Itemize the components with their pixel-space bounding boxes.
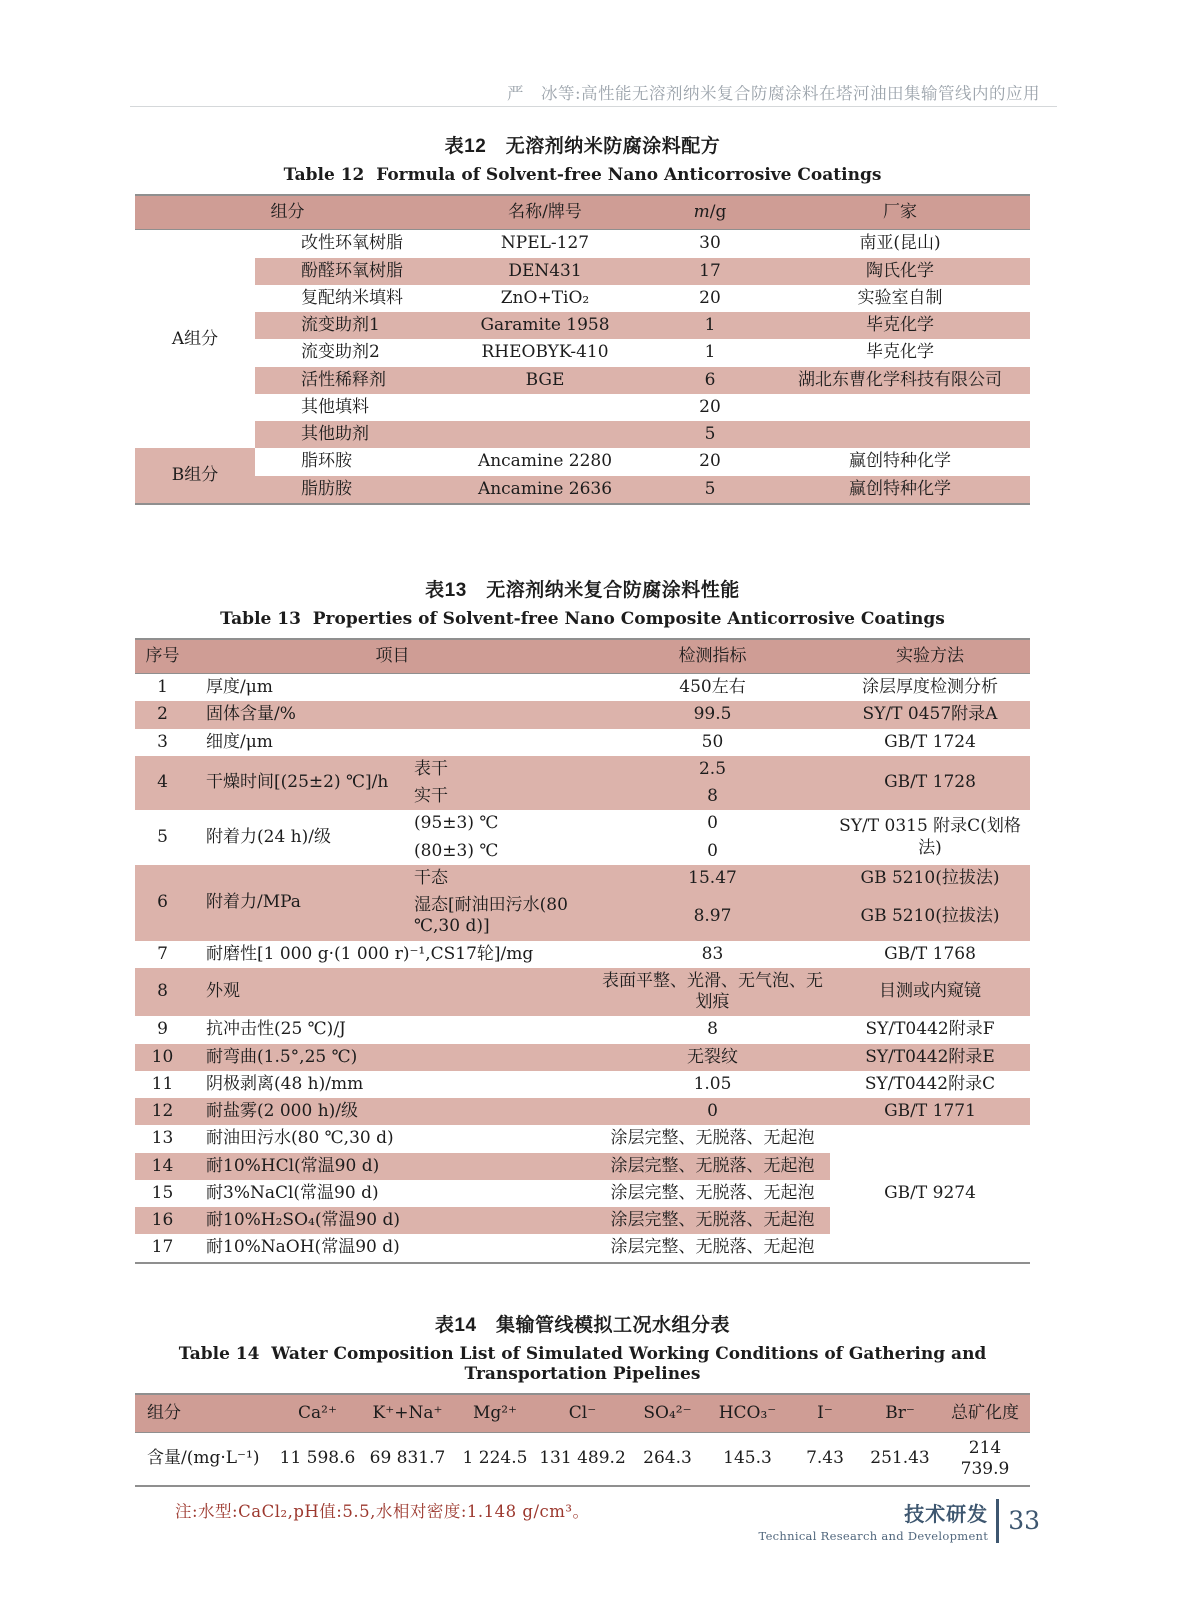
- cell-no: 6: [135, 865, 190, 941]
- cell-item: 耐3%NaCl(常温90 d): [206, 1182, 379, 1203]
- table-row: [135, 729, 1030, 756]
- cell-value: 1 224.5: [462, 1448, 528, 1469]
- cell-item: 干燥时间[(25±2) ℃]/h: [190, 756, 410, 811]
- table-row: [135, 701, 1030, 728]
- cell-name: Garamite 1958: [440, 312, 650, 339]
- col-header-i: I⁻: [790, 1394, 860, 1433]
- footer-section-zh: 技术研发: [904, 1504, 989, 1526]
- cell-mass: 1: [704, 342, 716, 363]
- cell-mass: 20: [699, 451, 721, 472]
- cell-value: 450左右: [679, 677, 746, 697]
- col-header-component: 组分: [135, 1394, 275, 1433]
- cell-sub-item: 表干: [410, 756, 595, 783]
- col-header-manufacturer: 厂家: [770, 195, 1030, 230]
- table14-note: 注:水型:CaCl₂,pH值:5.5,水相对密度:1.148 g/cm³。: [175, 1502, 590, 1522]
- col-header-k-na: K⁺+Na⁺: [360, 1394, 455, 1433]
- cell-method: GB 5210(拉拔法): [830, 865, 1030, 892]
- cell-mass: 5: [650, 476, 770, 504]
- cell-value: 83: [701, 943, 724, 964]
- cell-mass: 20: [699, 396, 721, 417]
- cell-sub-item: (80±3) ℃: [414, 840, 499, 861]
- table13-title-en: Table 13 Properties of Solvent-free Nano Composite Anticorrosive Coatings: [220, 608, 945, 629]
- cell-mass: 6: [650, 367, 770, 394]
- cell-no: 9: [157, 1019, 168, 1040]
- table-row: [135, 258, 1030, 285]
- cell-value: 涂层完整、无脱落、无起泡: [610, 1182, 815, 1203]
- cell-value: 214 739.9: [960, 1437, 1010, 1479]
- cell-component: 流变助剂2: [301, 342, 380, 363]
- cell-name: Ancamine 2636: [440, 476, 650, 504]
- table12-title-zh: 表12 无溶剂纳米防腐涂料配方: [444, 136, 721, 157]
- cell-mass: 1: [650, 312, 770, 339]
- header-rule: [130, 106, 1057, 107]
- table-row: [135, 476, 1030, 504]
- cell-component: 改性环氧树脂: [301, 233, 403, 254]
- cell-method: GB 5210(拉拔法): [830, 892, 1030, 941]
- cell-item: 附着力(24 h)/级: [206, 826, 331, 847]
- col-header-tds: 总矿化度: [940, 1394, 1030, 1433]
- table-row: [135, 1071, 1030, 1098]
- cell-item: 耐磨性[1 000 g·(1 000 r)⁻¹,CS17轮]/mg: [206, 943, 534, 964]
- cell-value: 8.97: [595, 892, 830, 941]
- cell-value: 涂层完整、无脱落、无起泡: [595, 1153, 830, 1180]
- page-number: 33: [1008, 1506, 1040, 1535]
- page-footer: [759, 1498, 1041, 1543]
- cell-method: SY/T0442附录C: [864, 1073, 996, 1094]
- table13-title-zh: 表13 无溶剂纳米复合防腐涂料性能: [425, 579, 740, 601]
- cell-value: 0: [595, 1098, 830, 1125]
- table-row: [135, 312, 1030, 339]
- table-row: [135, 1432, 1030, 1486]
- cell-value: 涂层完整、无脱落、无起泡: [595, 1207, 830, 1234]
- table-row: [135, 968, 1030, 1017]
- col-header-so4: SO₄²⁻: [630, 1394, 705, 1433]
- cell-no: 12: [135, 1098, 190, 1125]
- cell-no: 8: [135, 968, 190, 1017]
- col-header-method: 实验方法: [830, 639, 1030, 674]
- cell-value: 涂层完整、无脱落、无起泡: [610, 1128, 815, 1149]
- col-header-no: 序号: [135, 639, 190, 674]
- table12-title-en: Table 12 Formula of Solvent-free Nano Anticorrosive Coatings: [283, 165, 882, 185]
- table-row: [135, 285, 1030, 312]
- col-header-ca: Ca²⁺: [275, 1394, 360, 1433]
- cell-manufacturer: 南亚(昆山): [859, 233, 941, 254]
- cell-method: SY/T 0315 附录C(划格法): [839, 816, 1021, 858]
- cell-value: 15.47: [595, 865, 830, 892]
- cell-item: 外观: [190, 968, 595, 1017]
- cell-method: GB/T 1771: [830, 1098, 1030, 1125]
- cell-method: SY/T0442附录F: [865, 1019, 995, 1040]
- cell-manufacturer: 毕克化学: [866, 342, 934, 363]
- table-row: [135, 756, 1030, 783]
- table-row: [135, 339, 1030, 366]
- table-row: [135, 865, 1030, 892]
- cell-no: 16: [135, 1207, 190, 1234]
- cell-component: 活性稀释剂: [255, 367, 440, 394]
- cell-manufacturer: 赢创特种化学: [770, 476, 1030, 504]
- cell-item: 细度/μm: [206, 731, 273, 752]
- table13-properties-table: [135, 638, 1030, 1264]
- cell-no: 1: [157, 677, 168, 697]
- table-row: [135, 421, 1030, 448]
- cell-name: RHEOBYK-410: [481, 342, 609, 363]
- cell-item: 耐弯曲(1.5°,25 ℃): [190, 1044, 595, 1071]
- cell-sub-item: (95±3) ℃: [414, 813, 499, 834]
- table-row: [135, 394, 1030, 421]
- cell-no: 7: [157, 943, 168, 964]
- cell-name: [440, 421, 650, 448]
- table14-title-en: Table 14 Water Composition List of Simulated Working Conditions of Gathering and Transportation Pipelines: [178, 1343, 987, 1384]
- cell-no: 4: [135, 756, 190, 811]
- table12-formula-table: [135, 194, 1030, 505]
- cell-mass: 30: [699, 233, 721, 254]
- cell-item: 耐油田污水(80 ℃,30 d): [206, 1128, 394, 1149]
- cell-value: 99.5: [595, 701, 830, 728]
- col-header-mass: [650, 195, 770, 230]
- cell-item: 抗冲击性(25 ℃)/J: [206, 1019, 346, 1040]
- table-row: [135, 1044, 1030, 1071]
- cell-mass: 17: [650, 258, 770, 285]
- mass-unit: /g: [709, 202, 727, 222]
- col-header-cl: Cl⁻: [535, 1394, 630, 1433]
- cell-value: 2.5: [595, 756, 830, 783]
- cell-method: 涂层厚度检测分析: [862, 677, 998, 697]
- table14-water-composition-table: [135, 1393, 1030, 1488]
- cell-method: GB/T 1724: [884, 731, 976, 752]
- cell-component: 其他填料: [301, 396, 369, 417]
- cell-value: 0: [707, 813, 718, 834]
- cell-sub-item: 干态: [410, 865, 595, 892]
- cell-component: 其他助剂: [255, 421, 440, 448]
- cell-sub-item: 湿态[耐油田污水(80 ℃,30 d)]: [410, 892, 595, 941]
- cell-item: 阴极剥离(48 h)/mm: [206, 1073, 364, 1094]
- cell-value: 涂层完整、无脱落、无起泡: [610, 1237, 815, 1258]
- cell-value: 50: [701, 731, 724, 752]
- cell-item: 耐10%NaOH(常温90 d): [206, 1237, 400, 1258]
- cell-component: 脂肪胺: [255, 476, 440, 504]
- cell-manufacturer: 毕克化学: [770, 312, 1030, 339]
- table-row: [135, 230, 1030, 258]
- table14-title-zh: 表14 集输管线模拟工况水组分表: [434, 1314, 731, 1336]
- table-header-row: [135, 195, 1030, 230]
- cell-no: 11: [151, 1073, 174, 1094]
- cell-no: 14: [135, 1153, 190, 1180]
- cell-name: ZnO+TiO₂: [500, 287, 590, 308]
- cell-sub-item: 实干: [410, 783, 595, 810]
- table-row: [135, 1098, 1030, 1125]
- table-row: [135, 448, 1030, 475]
- cell-group-label: A组分: [171, 328, 219, 349]
- col-header-mg: Mg²⁺: [455, 1394, 535, 1433]
- cell-no: 15: [151, 1182, 174, 1203]
- table-row: [135, 810, 1030, 837]
- cell-name: NPEL-127: [500, 233, 590, 254]
- col-header-name: 名称/牌号: [440, 195, 650, 230]
- cell-value: 7.43: [806, 1448, 844, 1469]
- cell-manufacturer: [770, 421, 1030, 448]
- cell-value: 131 489.2: [539, 1448, 626, 1469]
- table-row: [135, 674, 1030, 702]
- cell-manufacturer: 湖北东曹化学科技有限公司: [770, 367, 1030, 394]
- cell-manufacturer: 赢创特种化学: [849, 451, 951, 472]
- cell-item: 厚度/μm: [206, 677, 273, 697]
- cell-name: [440, 394, 650, 421]
- cell-component: 脂环胺: [301, 451, 352, 472]
- footer-section-en: Technical Research and Development: [758, 1529, 989, 1543]
- footer-divider: [996, 1499, 999, 1543]
- cell-value: 251.43: [870, 1448, 930, 1469]
- col-header-br: Br⁻: [860, 1394, 940, 1433]
- cell-no: 5: [157, 826, 168, 847]
- cell-value: 264.3: [643, 1448, 692, 1469]
- table-row: [135, 1016, 1030, 1043]
- cell-value: 表面平整、光滑、无气泡、无划痕: [595, 968, 830, 1017]
- cell-mass: 20: [699, 287, 721, 308]
- table-header-row: [135, 639, 1030, 674]
- cell-item: 耐10%HCl(常温90 d): [190, 1153, 595, 1180]
- cell-value: 0: [707, 840, 718, 861]
- cell-value: 8: [595, 783, 830, 810]
- cell-value: 11 598.6: [279, 1448, 356, 1469]
- col-header-hco3: HCO₃⁻: [705, 1394, 790, 1433]
- cell-component: 复配纳米填料: [301, 287, 403, 308]
- cell-mass: 5: [650, 421, 770, 448]
- cell-component: 酚醛环氧树脂: [255, 258, 440, 285]
- cell-item: 附着力/MPa: [190, 865, 410, 941]
- cell-method: SY/T0442附录E: [830, 1044, 1030, 1071]
- col-header-index: 检测指标: [595, 639, 830, 674]
- cell-name: Ancamine 2280: [477, 451, 613, 472]
- cell-item: 耐10%H₂SO₄(常温90 d): [190, 1207, 595, 1234]
- cell-no: 17: [151, 1237, 174, 1258]
- cell-value: 1.05: [693, 1073, 732, 1094]
- col-header-group: 组分: [135, 195, 440, 230]
- cell-no: 2: [135, 701, 190, 728]
- cell-row-label: 含量/(mg·L⁻¹): [147, 1448, 260, 1469]
- table-row: [135, 941, 1030, 968]
- cell-method: SY/T 0457附录A: [830, 701, 1030, 728]
- cell-manufacturer: [770, 394, 1030, 421]
- cell-manufacturer: 陶氏化学: [770, 258, 1030, 285]
- running-head: 严 冰等:高性能无溶剂纳米复合防腐涂料在塔河油田集输管线内的应用: [506, 84, 1040, 103]
- footer-section: [759, 1498, 989, 1543]
- cell-value: 145.3: [723, 1448, 772, 1469]
- cell-method: 目测或内窥镜: [830, 968, 1030, 1017]
- table-row: [135, 1125, 1030, 1152]
- cell-value: 8: [707, 1019, 718, 1040]
- col-header-item: 项目: [190, 639, 595, 674]
- cell-method: GB/T 1728: [830, 756, 1030, 811]
- cell-item: 固体含量/%: [190, 701, 595, 728]
- cell-method: GB/T 9274: [884, 1182, 976, 1203]
- cell-value: 无裂纹: [595, 1044, 830, 1071]
- table-row: [135, 367, 1030, 394]
- cell-name: DEN431: [440, 258, 650, 285]
- cell-component: 流变助剂1: [255, 312, 440, 339]
- cell-no: 10: [135, 1044, 190, 1071]
- table-header-row: [135, 1394, 1030, 1433]
- cell-name: BGE: [440, 367, 650, 394]
- cell-item: 耐盐雾(2 000 h)/级: [190, 1098, 595, 1125]
- cell-value: 69 831.7: [369, 1448, 446, 1469]
- page-content: [135, 131, 1030, 1522]
- mass-symbol: m: [693, 202, 710, 222]
- cell-no: 13: [151, 1128, 174, 1149]
- cell-group-label: B组分: [135, 448, 255, 504]
- cell-method: GB/T 1768: [884, 943, 976, 964]
- cell-no: 3: [157, 731, 168, 752]
- cell-manufacturer: 实验室自制: [857, 287, 943, 308]
